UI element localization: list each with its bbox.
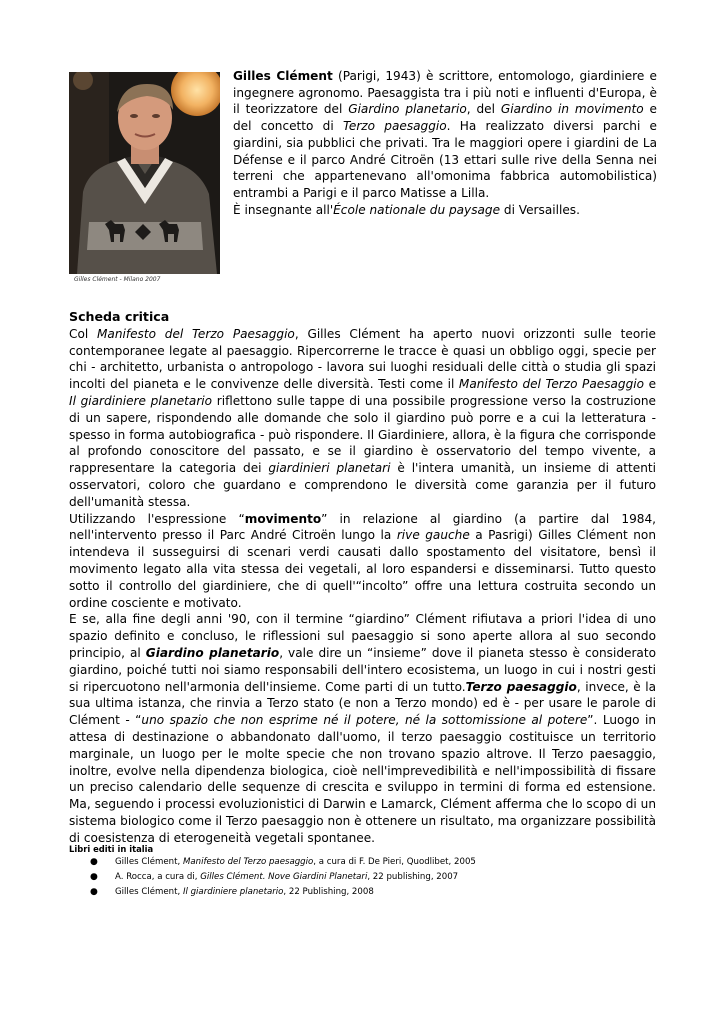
books-heading: Libri editi in italia [69,844,154,854]
bio-text-5: È insegnante all' [233,202,334,217]
bio-term-ecole: École nationale du paysage [333,202,501,217]
book-item [69,855,659,870]
bio-text-3: e del concetto di [233,102,657,134]
book-author: A. Rocca, a cura di, [115,872,201,882]
text-run: , invece, è la sua ultima istanza, che rinvia a Terzo stato (e non a Terzo mondo) ed è - per usare le parole di Clément - “ [69,679,657,728]
author-name: Gilles Clément [233,69,333,83]
bullet-icon: ● [90,857,98,867]
text-run: e [644,377,657,392]
book-title: Gilles Clément. Nove Giardini Planetari [200,872,368,882]
title-run: giardinieri planetari [268,461,391,476]
book-publisher: , 22 Publishing, 2008 [283,887,374,897]
section-heading: Scheda critica [69,309,170,324]
bio-text-4: . Ha realizzato diversi parchi e giardini, sia pubblici che privati. Tra le maggiori opere i giardini de La Défense e il parco André Citroën (13 ettari sulle rive della Senna nei terreni che appartenevano all'omonima fabbrica automobilistica) entrambi a Parigi e il parco Matisse a Lilla. [233,119,658,200]
keyword-movimento: movimento [244,511,322,526]
critique-section [69,309,656,847]
quote-run: uno spazio che non esprime né il potere, né la sottomissione al potere [141,713,588,728]
portrait-photo [69,72,220,274]
books-section [69,843,659,900]
bio-text-1: (Parigi, 1943) è scrittore, entomologo, giardiniere e ingegnere agronomo. Paesaggista tra i più noti e influenti d'Europa, è il teorizzatore del [233,69,657,117]
keyword-terzo-paesaggio: Terzo paesaggio [465,679,577,694]
text-run: Utilizzando l'espressione “ [69,511,245,526]
keyword-giardino-planetario: Giardino planetario [145,645,280,660]
bio-text-2: , del [466,102,501,117]
books-list [69,855,659,900]
photo-caption: Gilles Clément - Milano 2007 [74,276,161,283]
critique-paragraph-1 [69,326,656,511]
critique-paragraph-3 [69,611,656,846]
book-publisher: , a cura di F. De Pieri, Quodlibet, 2005 [313,857,476,867]
text-run: , vale dire un “insieme” dove il pianeta stesso è considerato giardino, poiché tutti noi siamo responsabili dell'intero ecosistema, un luogo in cui i nostri gesti si ripercuotono nell'armonia dell'insieme. Come parti di un tutto. [69,645,656,694]
book-item [69,885,659,900]
text-run: E se, alla fine degli anni '90, con il termine “giardino” Clément rifiutava a priori l'idea di uno spazio definito e concluso, le riflessioni sul paesaggio si sono aperte allora al suo secondo principio, al [69,612,656,660]
title-run: Il giardiniere planetario [69,393,213,408]
bio-text-6: di Versailles. [500,202,580,217]
portrait-image [69,72,220,274]
bio-paragraph [233,68,657,218]
book-title: Il giardiniere planetario [182,887,284,897]
bio-term-giardino-movimento: Giardino in movimento [500,102,644,117]
critique-paragraph-2 [69,511,656,612]
text-run: Col [69,326,97,341]
text-run: è l'intera umanità, un insieme di attenti osservatori, coloro che guardano e comprendono le diversità come garanzia per il futuro dell'umanità stessa. [69,461,656,509]
text-run: ” in relazione al giardino (a partire dal 1984, nell'intervento presso il Parc André Citroën lungo la [69,511,656,543]
bio-term-terzo-paesaggio: Terzo paesaggio [342,119,447,134]
text-run: riflettono sulle tappe di una possibile progressione verso la costruzione di un sapere, rispondendo alle domande che solo il giardino può porre e a cui la letteratura - spesso in forma autobiografica - può rispondere. Il Giardiniere, allora, è la figura che corrisponde al profondo conoscitore del passato, e se il giardino è osservatorio del tempo vivente, a rappresentare la categoria dei [69,393,656,476]
book-title: Manifesto del Terzo paesaggio [182,857,314,867]
book-item [69,870,659,885]
text-run: , Gilles Clément ha aperto nuovi orizzonti sulle teorie contemporanee legate al paesaggio. Ripercorrerne le tracce è quasi un obbligo oggi, specie per chi - architetto, urbanista o antropologo - lavora sui luoghi residuali delle città o studia gli spazi incolti del pianeta e le convivenze delle diversità. Testi come il [69,326,656,392]
bullet-icon: ● [90,872,98,882]
book-publisher: , 22 publishing, 2007 [367,872,459,882]
book-author: Gilles Clément, [115,857,183,867]
bullet-icon: ● [90,887,98,897]
bio-term-giardino-planetario: Giardino planetario [348,102,467,117]
text-run: a Pasrigi) Gilles Clément non intendeva il susseguirsi di scenari verdi causati dallo spostamento del visitatore, bensì il movimento legato alla vita stessa dei vegetali, al loro espandersi e disseminarsi. Tutto questo sotto il controllo del giardiniere, che di quell'“incolto” offre una lettura costruita secondo un ordine cosciente e motivato. [69,528,656,610]
text-run: ”. Luogo in attesa di destinazione o abbandonato dall'uomo, il terzo paesaggio costituisce un territorio marginale, un luogo per le molte specie che non trovano spazio altrove. Il Terzo paesaggio, inoltre, evolve nella dipendenza biologica, cioè nell'imprevedibilità e nell'impossibilità di fissare un preciso calendario delle sequenze di crescita e sviluppo in termini di forma ed estensione. Ma, seguendo i processi evoluzionistici di Darwin e Lamarck, Clément afferma che lo scopo di un sistema biologico come il Terzo paesaggio non è ottenere un risultato, ma organizzare possibilità di coesistenza di eterogeneità vegetali spontanee. [69,713,656,845]
title-run: Manifesto del Terzo Paesaggio [458,377,645,392]
book-author: Gilles Clément, [115,887,183,897]
title-run: Manifesto del Terzo Paesaggio [96,326,295,341]
title-run: rive gauche [396,528,470,543]
